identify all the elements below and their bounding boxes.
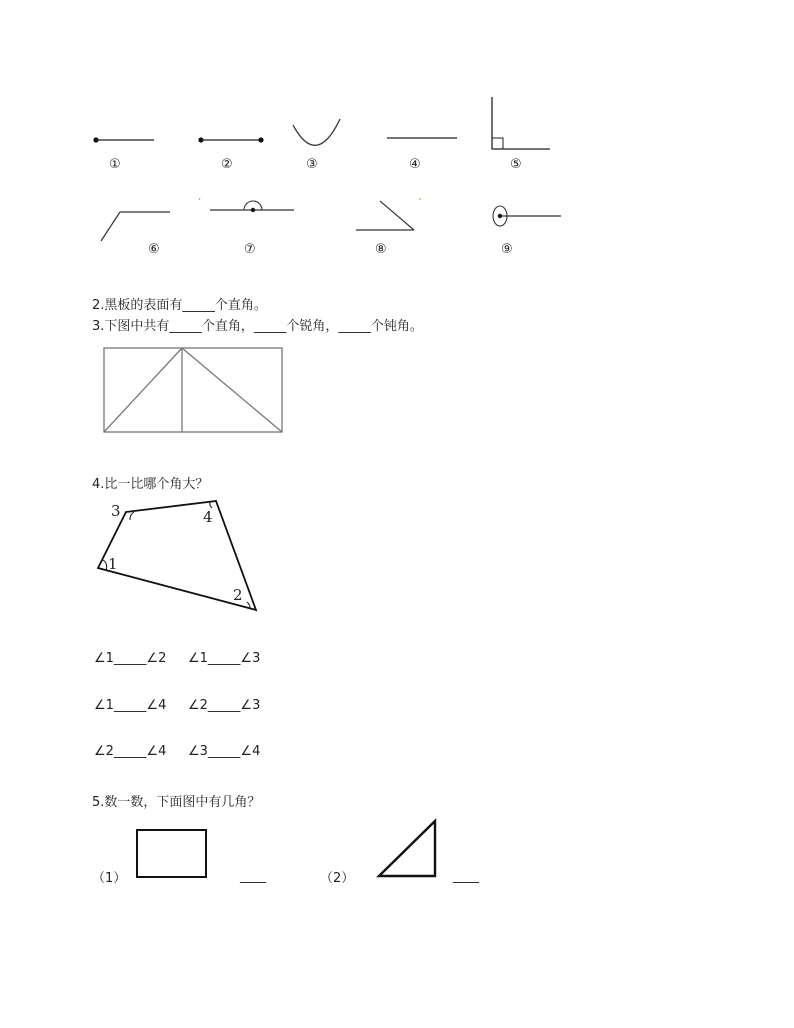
figure-ray-1	[90, 130, 170, 150]
angle-label-1: 1	[108, 555, 118, 573]
figure-number-2: ②	[221, 157, 233, 172]
figure-number-1: ①	[109, 157, 121, 172]
figure-segment-2	[195, 130, 275, 150]
figure-straight-angle-7	[198, 195, 298, 225]
angle-label-4: 4	[203, 508, 213, 526]
figure-number-3: ③	[306, 157, 318, 172]
compare-row-3-b: ∠3_____∠4	[188, 744, 261, 759]
question-5-item-2-label: （2）	[320, 871, 355, 886]
question-5-title: 5.数一数，下面图中有几角？	[92, 795, 261, 810]
angle-label-2: 2	[233, 586, 243, 604]
question-5-triangle	[376, 818, 441, 880]
question-5-answer-blank-2: ____	[453, 869, 479, 884]
question-5-answer-blank-1: ____	[240, 869, 266, 884]
question-3-rectangle-figure	[102, 346, 287, 436]
angle-label-3: 3	[111, 502, 121, 520]
figure-point-ray-9	[485, 202, 565, 232]
figure-number-9: ⑨	[501, 242, 513, 257]
figure-number-4: ④	[409, 157, 421, 172]
figure-number-5: ⑤	[510, 157, 522, 172]
question-5-rectangle	[135, 828, 210, 880]
question-2: 2.黑板的表面有_____个直角。	[92, 298, 267, 313]
question-4-title: 4.比一比哪个角大？	[92, 477, 209, 492]
figure-curve-3	[290, 115, 350, 155]
compare-row-1-b: ∠1_____∠3	[188, 651, 261, 666]
figure-acute-8	[352, 195, 442, 235]
question-5-item-1-label: （1）	[92, 871, 127, 886]
figure-number-7: ⑦	[244, 242, 256, 257]
question-3: 3.下图中共有_____个直角，_____个锐角，_____个钝角。	[92, 319, 423, 334]
figure-right-angle-5	[488, 95, 558, 155]
compare-row-2-b: ∠2_____∠3	[188, 698, 261, 713]
figure-line-4	[385, 128, 465, 148]
compare-row-3-a: ∠2_____∠4	[94, 744, 167, 759]
compare-row-2-a: ∠1_____∠4	[94, 698, 167, 713]
figure-obtuse-6	[98, 205, 178, 245]
figure-number-8: ⑧	[375, 242, 387, 257]
compare-row-1-a: ∠1_____∠2	[94, 651, 167, 666]
figure-number-6: ⑥	[148, 242, 160, 257]
